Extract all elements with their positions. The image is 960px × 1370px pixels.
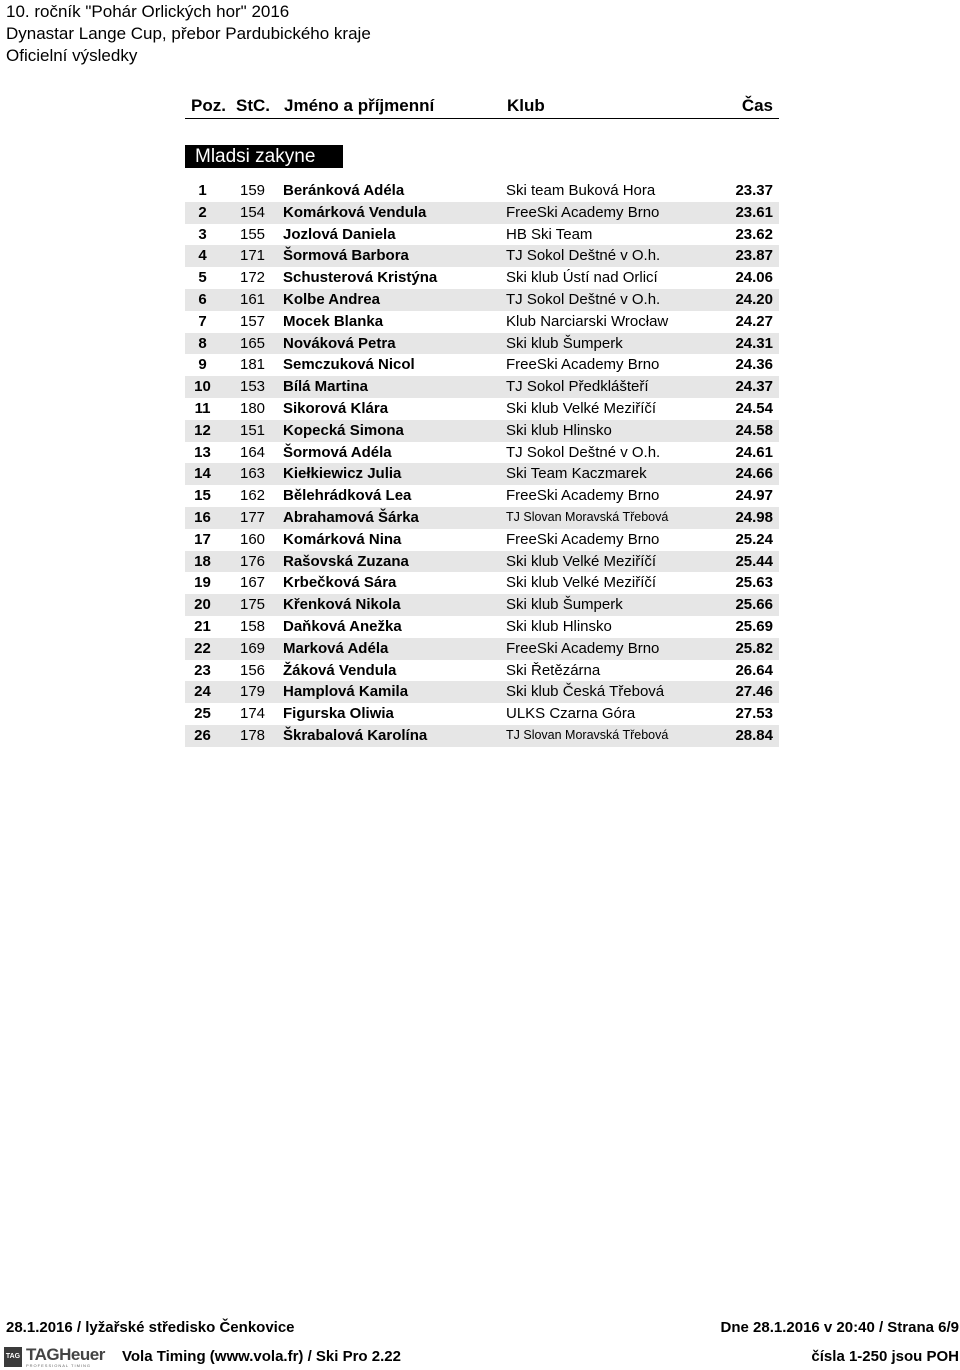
- result-row: [185, 660, 779, 682]
- result-time: 24.27: [735, 312, 773, 330]
- result-name: Šormová Barbora: [283, 247, 409, 265]
- result-time: 25.82: [735, 639, 773, 657]
- result-position: 18: [194, 552, 211, 570]
- result-position: 6: [198, 290, 207, 308]
- result-club: Ski klub Česká Třebová: [506, 683, 665, 701]
- result-club: FreeSki Academy Brno: [506, 639, 660, 657]
- result-row: [185, 616, 779, 638]
- result-time: 23.37: [735, 182, 773, 199]
- result-time: 24.98: [735, 508, 773, 526]
- result-position: 10: [194, 378, 211, 396]
- result-club: TJ Sokol Deštné v O.h.: [506, 290, 661, 308]
- result-position: 13: [194, 443, 211, 461]
- result-time: 25.63: [735, 574, 773, 592]
- result-position: 16: [194, 508, 211, 526]
- result-position: 2: [198, 203, 207, 221]
- result-row: [185, 398, 779, 420]
- result-position: 7: [198, 312, 207, 330]
- result-club: Ski team Buková Hora: [506, 182, 656, 199]
- result-name: Semczuková Nicol: [283, 356, 415, 374]
- result-name: Beránková Adéla: [283, 182, 405, 199]
- result-club: FreeSki Academy Brno: [506, 530, 660, 548]
- result-time: 24.37: [735, 378, 773, 396]
- column-name: Jméno a příjmenní: [284, 96, 435, 115]
- result-position: 21: [194, 617, 211, 635]
- result-row: [185, 572, 779, 594]
- result-bib: 159: [240, 182, 266, 199]
- result-time: 23.62: [735, 225, 773, 243]
- column-bib: StC.: [236, 96, 270, 115]
- result-row: [185, 463, 779, 485]
- column-time: Čas: [741, 96, 773, 115]
- result-time: 24.61: [735, 443, 773, 461]
- result-position: 19: [194, 574, 211, 592]
- result-bib: 156: [240, 661, 266, 679]
- result-row: [185, 420, 779, 442]
- result-time: 28.84: [735, 726, 773, 744]
- result-name: Šormová Adéla: [283, 443, 392, 461]
- result-time: 25.44: [735, 552, 773, 570]
- result-name: Škrabalová Karolína: [283, 726, 428, 744]
- result-row: [185, 333, 779, 355]
- result-time: 24.66: [735, 465, 773, 483]
- footer-date-venue: 28.1.2016 / lyžařské středisko Čenkovice: [6, 1319, 295, 1336]
- result-time: 24.31: [735, 334, 773, 352]
- result-time: 23.61: [735, 203, 773, 221]
- result-row: [185, 245, 779, 267]
- result-row: [185, 180, 779, 202]
- result-bib: 154: [240, 203, 266, 221]
- result-club: Ski klub Velké Meziříčí: [506, 574, 657, 592]
- result-row: [185, 267, 779, 289]
- result-name: Kiełkiewicz Julia: [283, 465, 402, 483]
- result-bib: 153: [240, 378, 266, 396]
- result-name: Bělehrádková Lea: [283, 487, 412, 505]
- result-row: [185, 551, 779, 573]
- result-bib: 181: [240, 356, 266, 374]
- result-name: Kopecká Simona: [283, 421, 404, 439]
- result-position: 20: [194, 596, 211, 614]
- result-time: 25.24: [735, 530, 773, 548]
- result-row: [185, 529, 779, 551]
- result-row: [185, 289, 779, 311]
- result-bib: 160: [240, 530, 266, 548]
- result-club: ULKS Czarna Góra: [506, 705, 636, 723]
- result-position: 24: [194, 683, 211, 701]
- result-club: Ski klub Velké Meziříčí: [506, 552, 657, 570]
- result-position: 26: [194, 726, 211, 744]
- result-row: [185, 202, 779, 224]
- result-bib: 174: [240, 705, 266, 723]
- result-position: 1: [198, 182, 207, 199]
- result-bib: 180: [240, 399, 266, 417]
- result-name: Jozlová Daniela: [283, 225, 396, 243]
- result-bib: 167: [240, 574, 266, 592]
- result-bib: 162: [240, 487, 266, 505]
- result-club: Ski klub Velké Meziříčí: [506, 399, 657, 417]
- result-bib: 164: [240, 443, 266, 461]
- result-row: [185, 725, 779, 747]
- result-time: 24.06: [735, 269, 773, 287]
- result-club: HB Ski Team: [506, 225, 593, 243]
- result-club: TJ Slovan Moravská Třebová: [506, 509, 669, 524]
- result-name: Komárková Vendula: [283, 203, 427, 221]
- result-name: Krbečková Sára: [283, 574, 397, 592]
- result-position: 23: [194, 661, 211, 679]
- tagheuer-logo: [4, 1346, 105, 1368]
- result-club: Ski klub Hlinsko: [506, 617, 612, 635]
- result-position: 15: [194, 487, 211, 505]
- result-time: 24.54: [735, 399, 773, 417]
- column-pos: Poz.: [191, 96, 226, 115]
- result-bib: 177: [240, 508, 266, 526]
- category-heading: Mladsi zakyne: [185, 145, 343, 168]
- result-position: 8: [198, 334, 207, 352]
- result-club: Ski Řetězárna: [506, 661, 601, 679]
- result-club: TJ Sokol Deštné v O.h.: [506, 443, 661, 461]
- result-club: Klub Narciarski Wrocław: [506, 312, 669, 330]
- result-name: Nováková Petra: [283, 334, 396, 352]
- result-row: [185, 442, 779, 464]
- result-bib: 169: [240, 639, 266, 657]
- result-row: [185, 485, 779, 507]
- result-name: Marková Adéla: [283, 639, 389, 657]
- result-row: [185, 594, 779, 616]
- column-header-row: [185, 94, 779, 119]
- result-bib: 158: [240, 617, 266, 635]
- result-name: Komárková Nina: [283, 530, 402, 548]
- result-club: FreeSki Academy Brno: [506, 356, 660, 374]
- result-name: Sikorová Klára: [283, 399, 389, 417]
- result-row: [185, 311, 779, 333]
- footer-info-line: [6, 1319, 959, 1336]
- result-row: [185, 703, 779, 725]
- result-club: TJ Sokol Předklášteří: [506, 378, 649, 396]
- result-bib: 165: [240, 334, 266, 352]
- result-name: Schusterová Kristýna: [283, 269, 438, 287]
- result-club: Ski klub Ústí nad Orlicí: [506, 269, 658, 287]
- result-name: Hamplová Kamila: [283, 683, 409, 701]
- result-bib: 176: [240, 552, 266, 570]
- result-position: 4: [198, 247, 207, 265]
- result-club: TJ Sokol Deštné v O.h.: [506, 247, 661, 265]
- result-bib: 161: [240, 290, 266, 308]
- result-name: Žáková Vendula: [283, 661, 397, 679]
- logo-wordmark: TAGHeuer: [26, 1345, 105, 1364]
- result-position: 3: [198, 225, 207, 243]
- event-subtitle: Dynastar Lange Cup, přebor Pardubického kraje: [6, 24, 371, 43]
- result-club: FreeSki Academy Brno: [506, 203, 660, 221]
- result-name: Křenková Nikola: [283, 596, 401, 614]
- result-club: Ski Team Kaczmarek: [506, 465, 647, 483]
- result-bib: 179: [240, 683, 266, 701]
- result-bib: 155: [240, 225, 266, 243]
- result-name: Rašovská Zuzana: [283, 552, 409, 570]
- result-bib: 157: [240, 312, 266, 330]
- result-club: Ski klub Šumperk: [506, 596, 623, 614]
- result-club: TJ Slovan Moravská Třebová: [506, 727, 669, 742]
- result-time: 25.69: [735, 617, 773, 635]
- column-club: Klub: [507, 96, 545, 115]
- result-time: 27.46: [735, 683, 773, 701]
- result-row: [185, 224, 779, 246]
- result-time: 26.64: [735, 661, 773, 679]
- result-row: [185, 354, 779, 376]
- result-position: 14: [194, 465, 211, 483]
- result-name: Daňková Anežka: [283, 617, 402, 635]
- result-position: 9: [198, 356, 207, 374]
- result-time: 25.66: [735, 596, 773, 614]
- result-name: Mocek Blanka: [283, 312, 384, 330]
- result-bib: 175: [240, 596, 266, 614]
- result-row: [185, 507, 779, 529]
- result-bib: 163: [240, 465, 266, 483]
- result-row: [185, 376, 779, 398]
- result-time: 24.97: [735, 487, 773, 505]
- logo-shield-icon: TAG: [4, 1347, 22, 1367]
- result-row: [185, 638, 779, 660]
- result-club: FreeSki Academy Brno: [506, 487, 660, 505]
- result-bib: 171: [240, 247, 266, 265]
- result-time: 24.36: [735, 356, 773, 374]
- results-table: [185, 180, 779, 747]
- result-name: Bílá Martina: [283, 378, 369, 396]
- results-label: Oficielní výsledky: [6, 46, 138, 65]
- result-time: 24.20: [735, 290, 773, 308]
- result-bib: 178: [240, 726, 266, 744]
- footer-bib-note: čísla 1-250 jsou POH: [811, 1348, 959, 1365]
- result-position: 11: [194, 399, 211, 417]
- result-bib: 172: [240, 269, 266, 287]
- result-position: 5: [198, 269, 207, 287]
- result-name: Abrahamová Šárka: [283, 508, 419, 526]
- event-title: 10. ročník "Pohár Orlických hor" 2016: [6, 2, 290, 21]
- result-club: Ski klub Hlinsko: [506, 421, 612, 439]
- result-position: 22: [194, 639, 211, 657]
- footer-timestamp-page: Dne 28.1.2016 v 20:40 / Strana 6/9: [720, 1319, 959, 1336]
- result-time: 27.53: [735, 705, 773, 723]
- footer-software: Vola Timing (www.vola.fr) / Ski Pro 2.22: [122, 1348, 401, 1365]
- logo-tagline: PROFESSIONAL TIMING: [26, 1363, 92, 1368]
- result-time: 24.58: [735, 421, 773, 439]
- result-row: [185, 681, 779, 703]
- result-name: Kolbe Andrea: [283, 290, 380, 308]
- result-position: 25: [194, 705, 211, 723]
- result-club: Ski klub Šumperk: [506, 334, 623, 352]
- result-name: Figurska Oliwia: [283, 705, 394, 723]
- result-bib: 151: [240, 421, 266, 439]
- result-position: 12: [194, 421, 211, 439]
- result-position: 17: [194, 530, 211, 548]
- result-time: 23.87: [735, 247, 773, 265]
